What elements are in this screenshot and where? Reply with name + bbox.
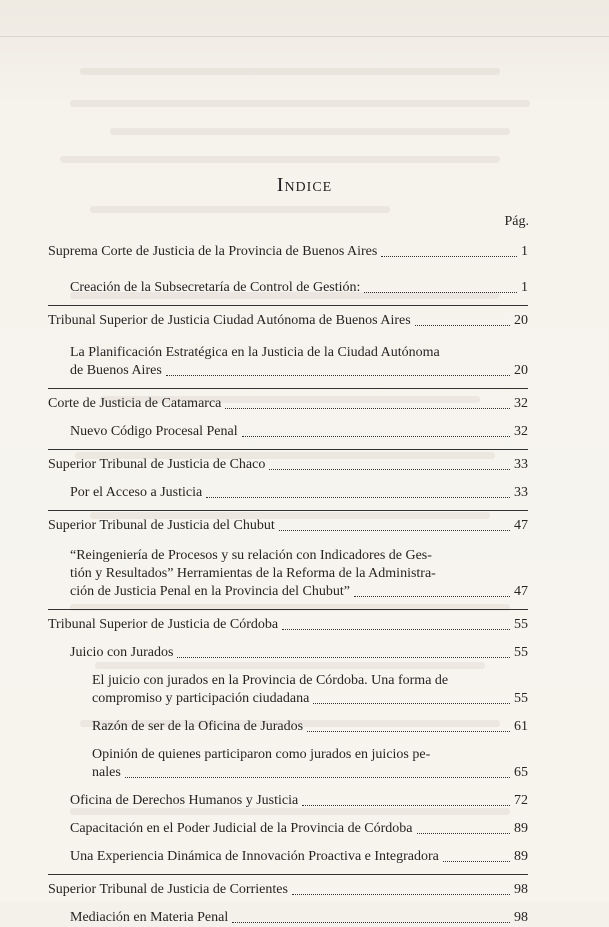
entry-title-text: Nuevo Código Procesal Penal (70, 424, 238, 439)
toc-section-entry (48, 517, 528, 535)
section-divider (48, 449, 528, 450)
entry-title-text: Razón de ser de la Oficina de Jurados (92, 719, 304, 734)
entry-page-number: 33 (514, 457, 528, 472)
toc-section-entry (48, 395, 528, 413)
entry-title-text: Superior Tribunal de Justicia de Corrientes (48, 882, 288, 897)
entry-page-number: 55 (514, 645, 528, 660)
entry-page-number: 55 (514, 617, 528, 632)
toc-subsection-entry (48, 547, 528, 601)
toc-subsection-entry (48, 718, 528, 736)
entry-title-text: Suprema Corte de Justicia de la Provincia de Buenos Aires (48, 244, 378, 259)
dot-leader (279, 530, 510, 531)
entry-title-text: El juicio con jurados en la Provincia de Córdoba. Una forma de (92, 673, 449, 688)
entry-title-text: Una Experiencia Dinámica de Innovación Proactiva e Integradora (70, 849, 439, 864)
dot-leader (206, 497, 510, 498)
entry-page-number: 98 (514, 882, 528, 897)
toc-subsection-entry (48, 672, 528, 708)
dot-leader (443, 861, 510, 862)
dot-leader (242, 436, 510, 437)
entry-title-text: Superior Tribunal de Justicia de Chaco (48, 457, 266, 472)
page-title: Indice (276, 174, 333, 196)
section-divider (48, 388, 528, 389)
entry-page-number: 89 (514, 849, 528, 864)
dot-leader (125, 777, 510, 778)
toc-subsection-entry (48, 644, 528, 662)
section-divider (48, 510, 528, 511)
entry-title-text: Juicio con Jurados (70, 645, 174, 660)
dot-leader (364, 292, 517, 293)
entry-title-text: Tribunal Superior de Justicia de Córdoba (48, 617, 279, 632)
entry-page-number: 72 (514, 793, 528, 808)
dot-leader (292, 894, 510, 895)
entry-page-number: 89 (514, 821, 528, 836)
section-divider (48, 874, 528, 875)
toc-subsection-entry (48, 344, 528, 380)
toc-section-entry (48, 881, 528, 899)
entry-title-text: de Buenos Aires (70, 363, 162, 378)
dot-leader (269, 469, 510, 470)
entry-page-number: 47 (514, 584, 528, 599)
toc-subsection-entry (48, 484, 528, 502)
entry-title-text: ción de Justicia Penal en la Provincia del Chubut” (70, 584, 350, 599)
table-of-contents (48, 243, 528, 927)
dot-leader (354, 596, 510, 597)
toc-section-entry (48, 312, 528, 330)
section-divider (48, 609, 528, 610)
dot-leader (166, 375, 510, 376)
dot-leader (232, 922, 510, 923)
dot-leader (415, 325, 510, 326)
toc-section-entry (48, 616, 528, 634)
dot-leader (225, 408, 510, 409)
entry-title-text: Superior Tribunal de Justicia del Chubut (48, 518, 275, 533)
toc-subsection-entry (48, 423, 528, 441)
toc-subsection-entry (48, 792, 528, 810)
entry-title-text: Mediación en Materia Penal (70, 910, 229, 925)
entry-title-text: Oficina de Derechos Humanos y Justicia (70, 793, 299, 808)
dot-leader (381, 256, 517, 257)
dot-leader (282, 629, 510, 630)
dot-leader (417, 833, 510, 834)
entry-page-number: 61 (514, 719, 528, 734)
entry-title-text: La Planificación Estratégica en la Justicia de la Ciudad Autónoma (70, 345, 440, 360)
entry-page-number: 20 (514, 363, 528, 378)
entry-page-number: 65 (514, 765, 528, 780)
entry-title-text: “Reingeniería de Procesos y su relación con Indicadores de Ges- (70, 548, 432, 563)
entry-page-number: 1 (521, 244, 528, 259)
entry-title-text: Por el Acceso a Justicia (70, 485, 203, 500)
toc-section-entry (48, 456, 528, 474)
toc-subsection-entry (48, 746, 528, 782)
dot-leader (302, 805, 510, 806)
toc-subsection-entry (48, 279, 528, 297)
entry-title-text: Capacitación en el Poder Judicial de la Provincia de Córdoba (70, 821, 413, 836)
entry-title-text: Tribunal Superior de Justicia Ciudad Autónoma de Buenos Aires (48, 313, 411, 328)
toc-subsection-entry (48, 909, 528, 927)
entry-title-text: nales (92, 765, 121, 780)
header-strip (0, 0, 609, 37)
dot-leader (313, 703, 510, 704)
entry-page-number: 47 (514, 518, 528, 533)
entry-title-text: Creación de la Subsecretaría de Control de Gestión: (70, 280, 361, 295)
dot-leader (307, 731, 510, 732)
page-column-label: Pág. (504, 214, 529, 229)
entry-title-text: compromiso y participación ciudadana (92, 691, 310, 706)
entry-title-text: Opinión de quienes participaron como jurados en juicios pe- (92, 747, 431, 762)
entry-page-number: 32 (514, 396, 528, 411)
section-divider (48, 305, 528, 306)
entry-page-number: 55 (514, 691, 528, 706)
entry-title-text: Corte de Justicia de Catamarca (48, 396, 222, 411)
toc-section-entry (48, 243, 528, 261)
entry-page-number: 98 (514, 910, 528, 925)
entry-title-text: tión y Resultados” Herramientas de la Reforma de la Administra- (70, 566, 436, 581)
entry-page-number: 33 (514, 485, 528, 500)
entry-page-number: 32 (514, 424, 528, 439)
toc-subsection-entry (48, 820, 528, 838)
toc-subsection-entry (48, 848, 528, 866)
entry-page-number: 1 (521, 280, 528, 295)
entry-page-number: 20 (514, 313, 528, 328)
dot-leader (177, 657, 510, 658)
